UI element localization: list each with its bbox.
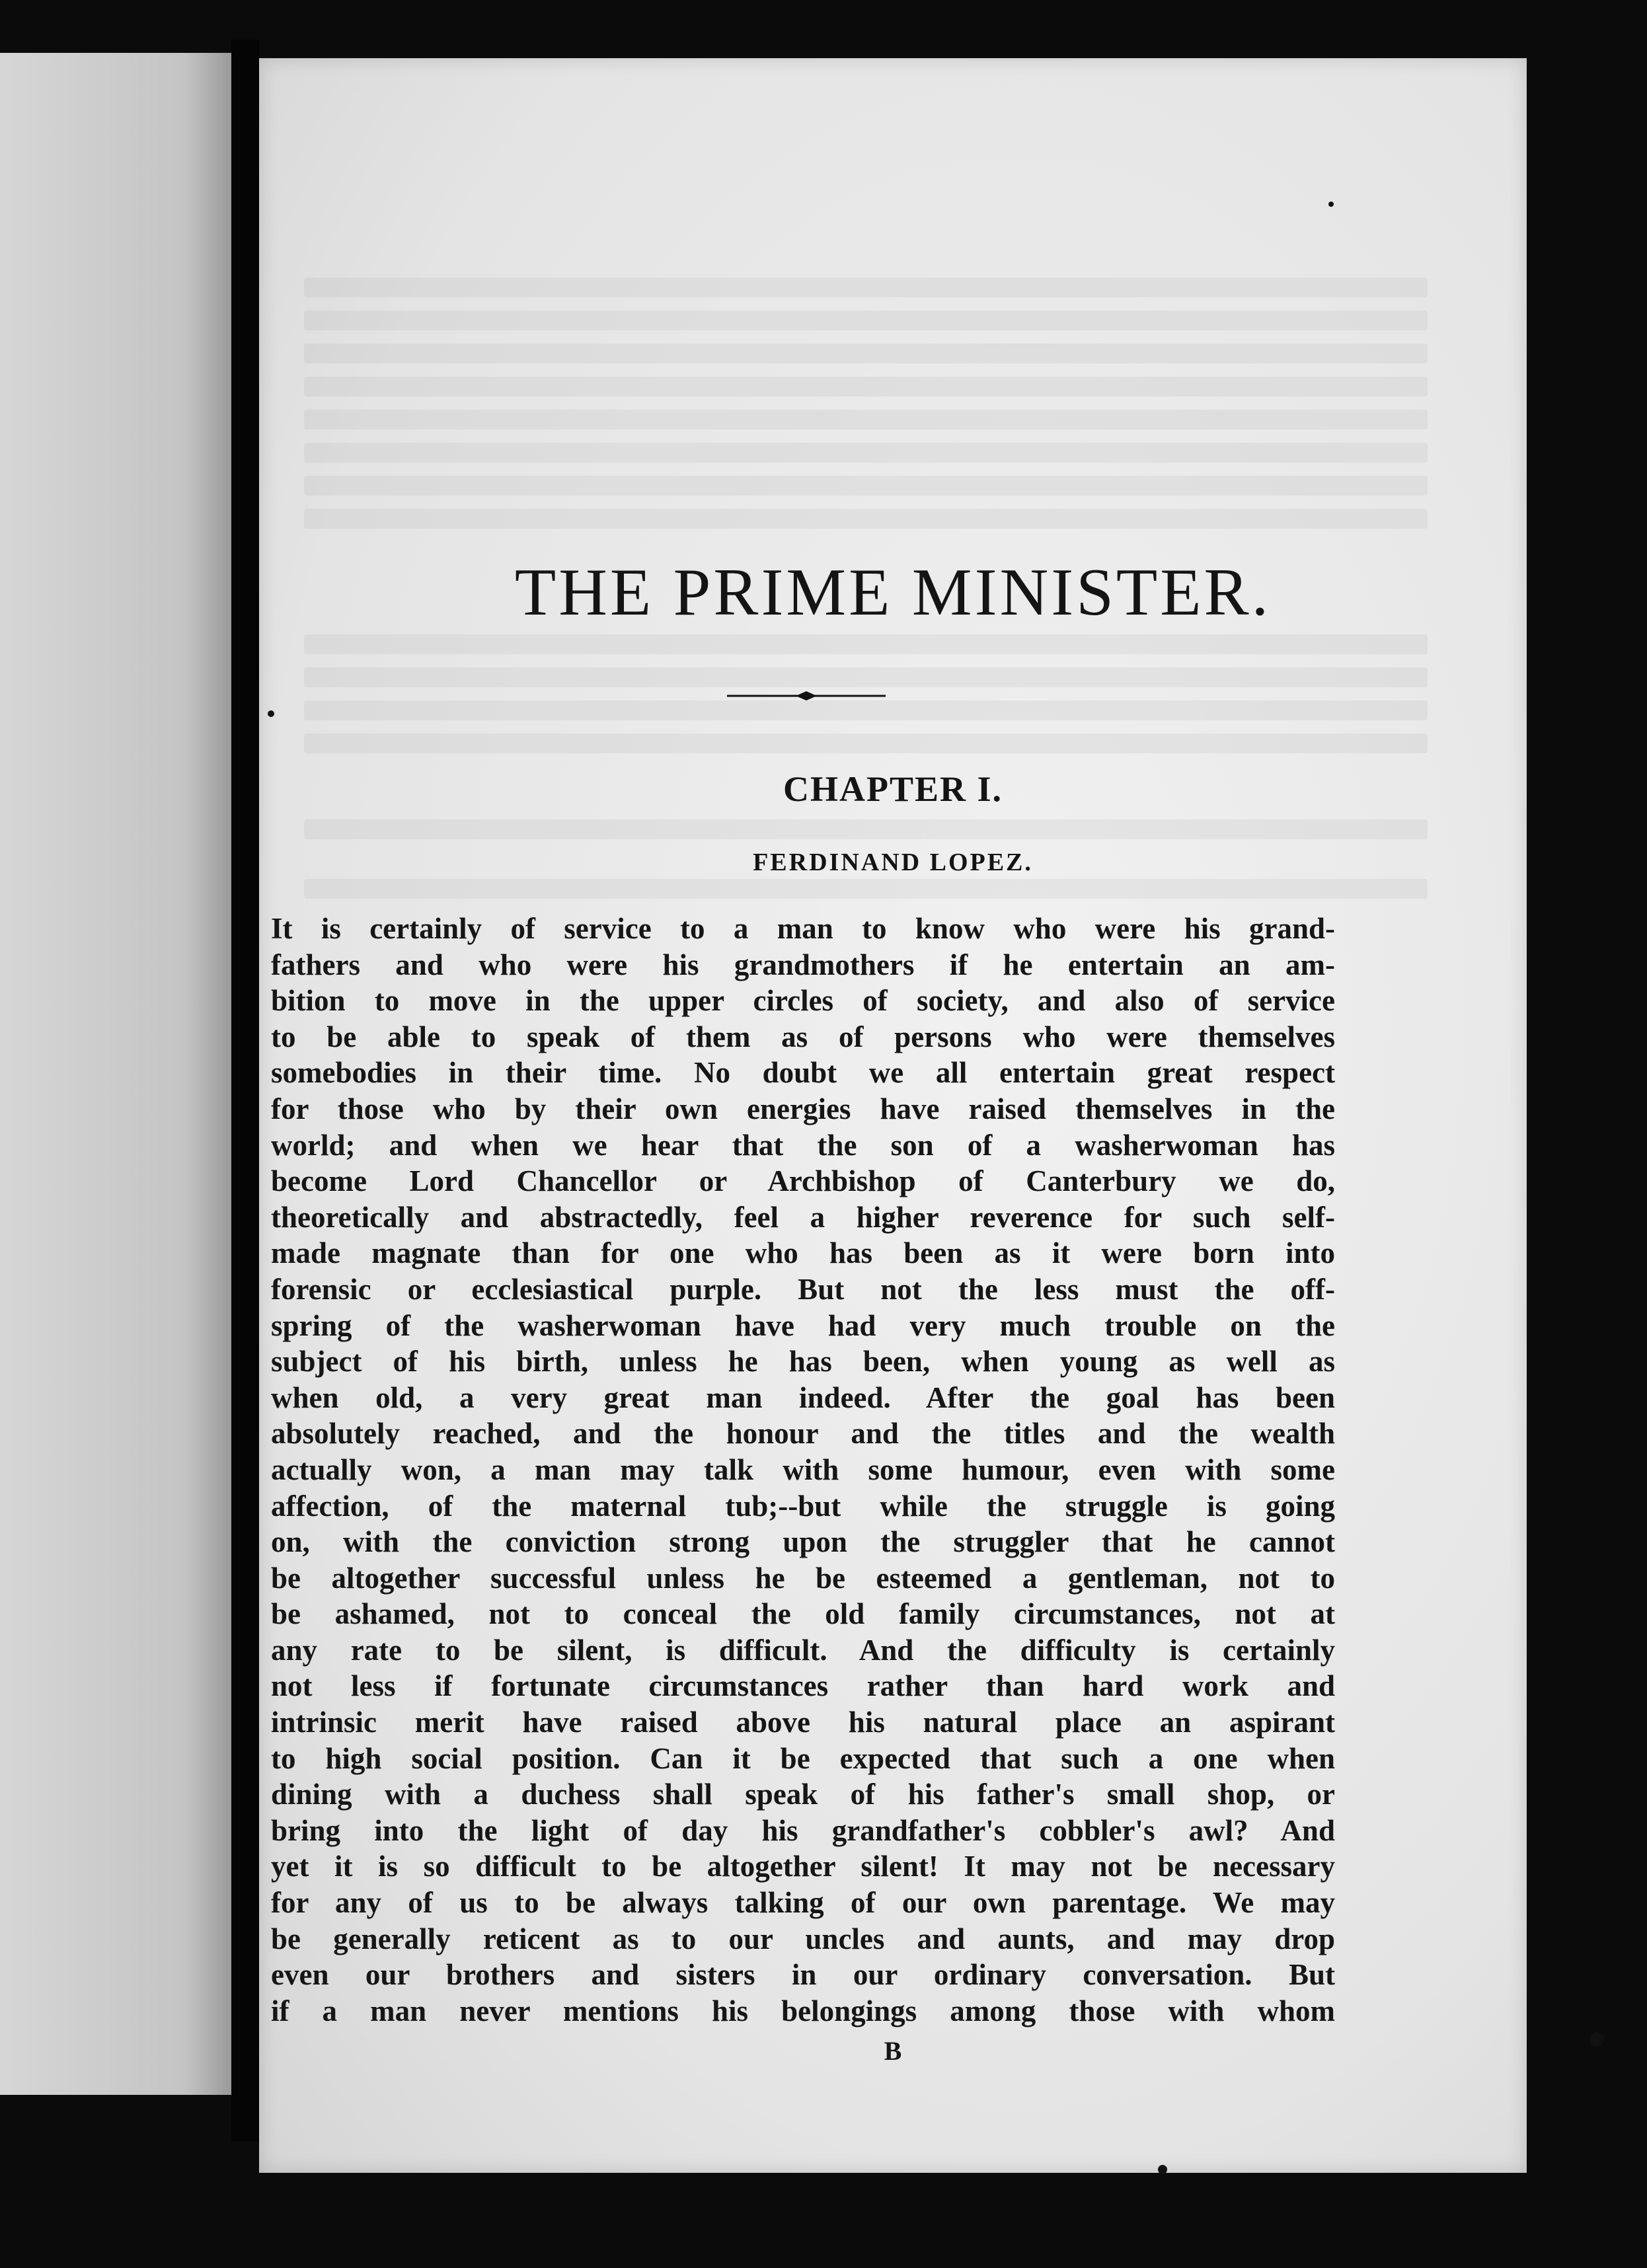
show-through-line bbox=[304, 278, 1428, 297]
book-gutter bbox=[231, 40, 259, 2141]
show-through-line bbox=[304, 476, 1428, 496]
text-line: not less if fortunate circumstances rather than hard work and bbox=[271, 1669, 1335, 1703]
text-line: bition to move in the upper circles of society, and also of service bbox=[271, 984, 1335, 1018]
show-through-line bbox=[304, 734, 1428, 753]
text-line: for those who by their own energies have raised themselves in the bbox=[271, 1092, 1335, 1125]
text-line: to high social position. Can it be expected that such a one when bbox=[271, 1741, 1335, 1775]
text-line: intrinsic merit have raised above his natural place an aspirant bbox=[271, 1706, 1335, 1739]
text-line: subject of his birth, unless he has been, when young as well as bbox=[271, 1345, 1335, 1379]
text-line: be generally reticent as to our uncles and aunts, and may drop bbox=[271, 1922, 1335, 1955]
ink-speck bbox=[1590, 2032, 1604, 2047]
text-line: world; and when we hear that the son of a washerwoman has bbox=[271, 1128, 1335, 1162]
text-line: theoretically and abstractedly, feel a higher reverence for such self- bbox=[271, 1200, 1335, 1234]
text-line: be altogether successful unless he be esteemed a gentleman, not to bbox=[271, 1561, 1335, 1595]
chapter-title: FERDINAND LOPEZ. bbox=[753, 849, 1033, 876]
show-through-line bbox=[304, 410, 1428, 430]
adjacent-page-edge bbox=[0, 53, 231, 2095]
text-line: spring of the washerwoman have had very much trouble on the bbox=[271, 1308, 1335, 1342]
text-line: even our brothers and sisters in our ordinary conversation. But bbox=[271, 1958, 1335, 1992]
text-line: be ashamed, not to conceal the old family circumstances, not at bbox=[271, 1597, 1335, 1631]
show-through-line bbox=[304, 667, 1428, 687]
text-line: fathers and who were his grandmothers if he entertain an am- bbox=[271, 948, 1335, 981]
show-through-line bbox=[304, 509, 1428, 529]
chapter-heading: CHAPTER I. bbox=[783, 769, 1003, 809]
show-through-line bbox=[304, 634, 1428, 654]
text-line: It is certainly of service to a man to know who were his grand- bbox=[271, 912, 1335, 945]
text-line: bring into the light of day his grandfather's cobbler's awl? And bbox=[271, 1813, 1335, 1847]
ink-speck bbox=[1328, 202, 1334, 207]
show-through-line bbox=[304, 879, 1428, 899]
signature-mark: B bbox=[884, 2036, 902, 2066]
text-line: for any of us to be always talking of our own parentage. We may bbox=[271, 1886, 1335, 1920]
show-through-line bbox=[304, 344, 1428, 363]
text-line: become Lord Chancellor or Archbishop of Canterbury we do, bbox=[271, 1164, 1335, 1198]
text-line: affection, of the maternal tub;--but while the struggle is going bbox=[271, 1489, 1335, 1523]
text-line: somebodies in their time. No doubt we all entertain great respect bbox=[271, 1056, 1335, 1090]
text-line: forensic or ecclesiastical purple. But not the less must the off- bbox=[271, 1272, 1335, 1306]
ornamental-rule-icon bbox=[727, 689, 886, 702]
text-line: any rate to be silent, is difficult. And the difficulty is certainly bbox=[271, 1633, 1335, 1667]
chapter-body-text bbox=[271, 911, 1335, 2029]
text-line: yet it is so difficult to be altogether silent! It may not be necessary bbox=[271, 1850, 1335, 1883]
text-line: made magnate than for one who has been as it were born into bbox=[271, 1236, 1335, 1270]
text-line: absolutely reached, and the honour and the titles and the wealth bbox=[271, 1417, 1335, 1451]
book-title: THE PRIME MINISTER. bbox=[514, 555, 1272, 630]
ink-speck bbox=[268, 710, 274, 717]
text-line: actually won, a man may talk with some humour, even with some bbox=[271, 1453, 1335, 1486]
show-through-line bbox=[304, 377, 1428, 397]
text-line: dining with a duchess shall speak of his father's small shop, or bbox=[271, 1778, 1335, 1811]
show-through-line bbox=[304, 700, 1428, 720]
show-through-line bbox=[304, 819, 1428, 839]
text-line: on, with the conviction strong upon the struggler that he cannot bbox=[271, 1525, 1335, 1559]
text-line: if a man never mentions his belongings among those with whom bbox=[271, 1994, 1335, 2027]
show-through-line bbox=[304, 443, 1428, 463]
text-line: when old, a very great man indeed. After the goal has been bbox=[271, 1380, 1335, 1414]
ink-speck bbox=[1158, 2165, 1167, 2174]
show-through-line bbox=[304, 311, 1428, 330]
text-line: to be able to speak of them as of persons who were themselves bbox=[271, 1020, 1335, 1053]
